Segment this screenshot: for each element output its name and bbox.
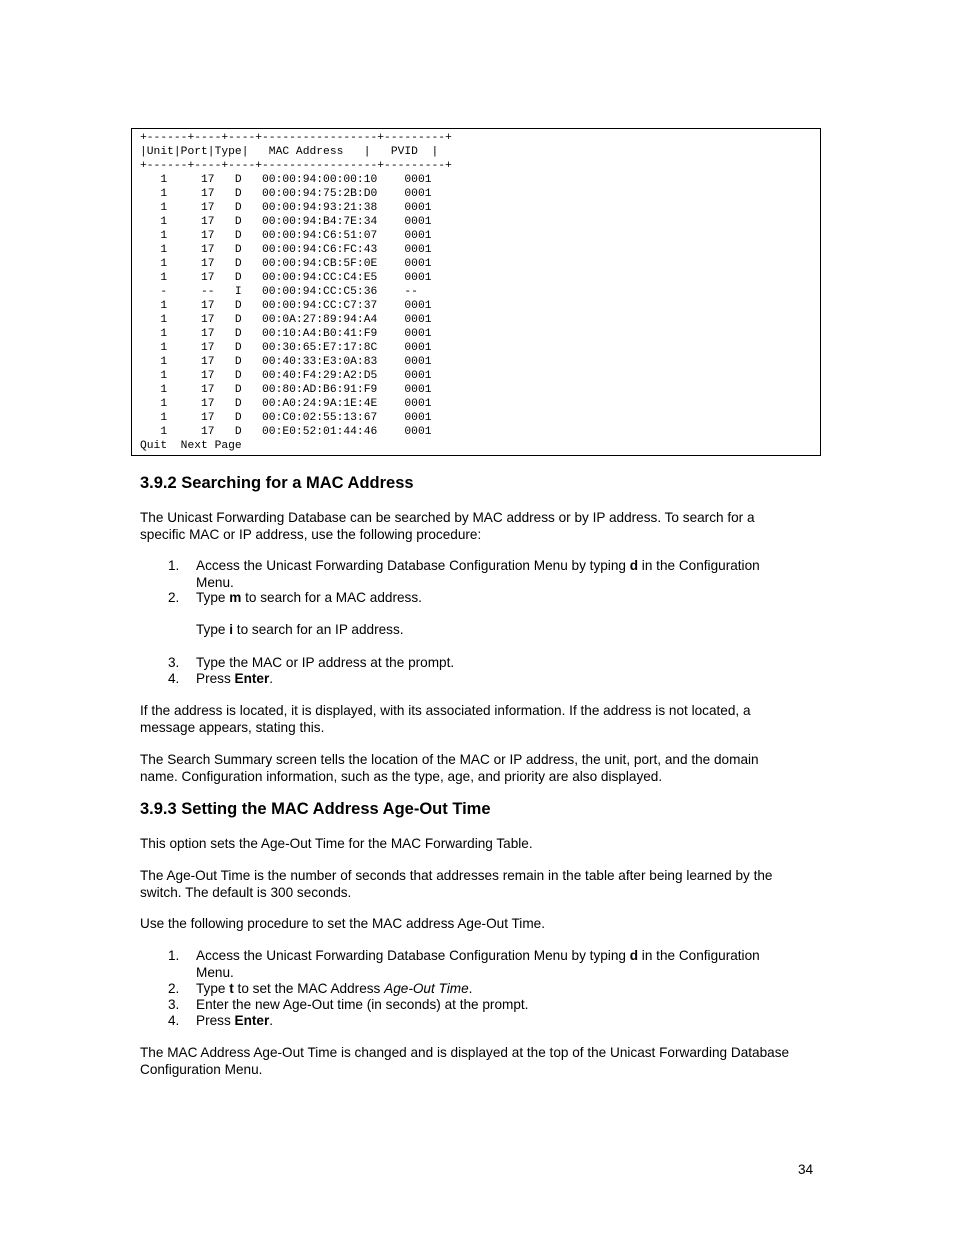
text-line: This option sets the Age-Out Time for the MAC Forwarding Table. <box>140 836 533 851</box>
text-line: name. Configuration information, such as the type, age, and priority are also displayed. <box>140 768 663 784</box>
text-line: The Unicast Forwarding Database can be searched by MAC address or by IP address. To search for a <box>140 510 755 525</box>
table-row: 1 17 D 00:0A:27:89:94:A4 0001 <box>140 314 432 326</box>
table-border-top: +------+----+----+-----------------+---------+ <box>140 132 452 144</box>
table-header: |Unit|Port|Type| MAC Address | PVID | <box>140 146 439 158</box>
table-row: 1 17 D 00:00:94:CB:5F:0E 0001 <box>140 258 432 270</box>
paragraph-option <box>140 836 830 853</box>
paragraph-search-summary <box>140 752 830 785</box>
section-heading-searching: 3.9.2 Searching for a MAC Address <box>140 474 414 492</box>
table-row: - -- I 00:00:94:CC:C5:36 -- <box>140 286 418 298</box>
list-number: 1. <box>168 558 180 573</box>
table-row: 1 17 D 00:00:94:CC:C7:37 0001 <box>140 300 432 312</box>
text-line: If the address is located, it is displayed, with its associated information. If the address is not located, a <box>140 703 751 718</box>
key-command: d <box>629 558 639 573</box>
list-number: 1. <box>168 948 180 963</box>
table-border-mid: +------+----+----+-----------------+---------+ <box>140 160 452 172</box>
list-text: Type t to set the MAC Address Age-Out Time. <box>196 981 473 996</box>
key-command: i <box>229 622 234 637</box>
table-row: 1 17 D 00:00:94:93:21:38 0001 <box>140 202 432 214</box>
page-number: 34 <box>798 1162 814 1177</box>
table-row: 1 17 D 00:00:94:CC:C4:E5 0001 <box>140 272 432 284</box>
key-command: m <box>229 590 242 605</box>
key-command: Enter <box>234 1013 270 1028</box>
list-text: Enter the new Age-Out time (in seconds) at the prompt. <box>196 997 529 1012</box>
table-row: 1 17 D 00:00:94:75:2B:D0 0001 <box>140 188 432 200</box>
table-row: 1 17 D 00:00:94:C6:FC:43 0001 <box>140 244 432 256</box>
list-number: 3. <box>168 655 180 670</box>
list-number: 4. <box>168 671 180 686</box>
text-line: message appears, stating this. <box>140 719 325 735</box>
list-number: 3. <box>168 997 180 1012</box>
paragraph-located <box>140 703 830 736</box>
table-row: 1 17 D 00:E0:52:01:44:46 0001 <box>140 426 432 438</box>
table-row: 1 17 D 00:30:65:E7:17:8C 0001 <box>140 342 432 354</box>
table-row: 1 17 D 00:00:94:C6:51:07 0001 <box>140 230 432 242</box>
text-line: Configuration Menu. <box>140 1061 263 1077</box>
list-text: Type m to search for a MAC address. <box>196 590 422 605</box>
list-number: 4. <box>168 1013 180 1028</box>
text-line: switch. The default is 300 seconds. <box>140 884 352 900</box>
key-command: d <box>629 948 639 963</box>
table-row: 1 17 D 00:80:AD:B6:91:F9 0001 <box>140 384 432 396</box>
section-heading-age-out: 3.9.3 Setting the MAC Address Age-Out Time <box>140 800 491 818</box>
text-line: The Age-Out Time is the number of seconds that addresses remain in the table after being learned by the <box>140 868 773 883</box>
terminal-screen <box>131 128 821 456</box>
table-row: 1 17 D 00:A0:24:9A:1E:4E 0001 <box>140 398 432 410</box>
key-command: Enter <box>234 671 270 686</box>
table-row: 1 17 D 00:10:A4:B0:41:F9 0001 <box>140 328 432 340</box>
text-line: The MAC Address Age-Out Time is changed and is displayed at the top of the Unicast Forwarding Database <box>140 1045 790 1060</box>
list-number: 2. <box>168 590 180 605</box>
list-text: Access the Unicast Forwarding Database Configuration Menu by typing d in the Configuration Menu. <box>196 948 760 980</box>
emphasis: Age-Out Time <box>384 981 469 996</box>
list-text: Access the Unicast Forwarding Database Configuration Menu by typing d in the Configuration Menu. <box>196 558 760 590</box>
table-row: 1 17 D 00:00:94:B4:7E:34 0001 <box>140 216 432 228</box>
list-text: Press Enter. <box>196 1013 274 1028</box>
list-text: Type i to search for an IP address. <box>196 622 404 637</box>
paragraph-age-out-definition <box>140 868 830 901</box>
paragraph-result <box>140 1045 830 1078</box>
table-row: 1 17 D 00:40:F4:29:A2:D5 0001 <box>140 370 432 382</box>
terminal-footer-menu: Quit Next Page <box>140 440 242 452</box>
list-text: Type the MAC or IP address at the prompt. <box>196 655 455 670</box>
paragraph-search-intro <box>140 510 830 543</box>
table-row: 1 17 D 00:C0:02:55:13:67 0001 <box>140 412 432 424</box>
text-line: specific MAC or IP address, use the following procedure: <box>140 526 482 542</box>
key-command: t <box>229 981 234 996</box>
text-line: The Search Summary screen tells the location of the MAC or IP address, the unit, port, and the domain <box>140 752 759 767</box>
list-text: Press Enter. <box>196 671 274 686</box>
table-row: 1 17 D 00:00:94:00:00:10 0001 <box>140 174 432 186</box>
list-number: 2. <box>168 981 180 996</box>
text-line: Use the following procedure to set the MAC address Age-Out Time. <box>140 916 545 931</box>
paragraph-procedure-intro <box>140 916 830 933</box>
table-row: 1 17 D 00:40:33:E3:0A:83 0001 <box>140 356 432 368</box>
